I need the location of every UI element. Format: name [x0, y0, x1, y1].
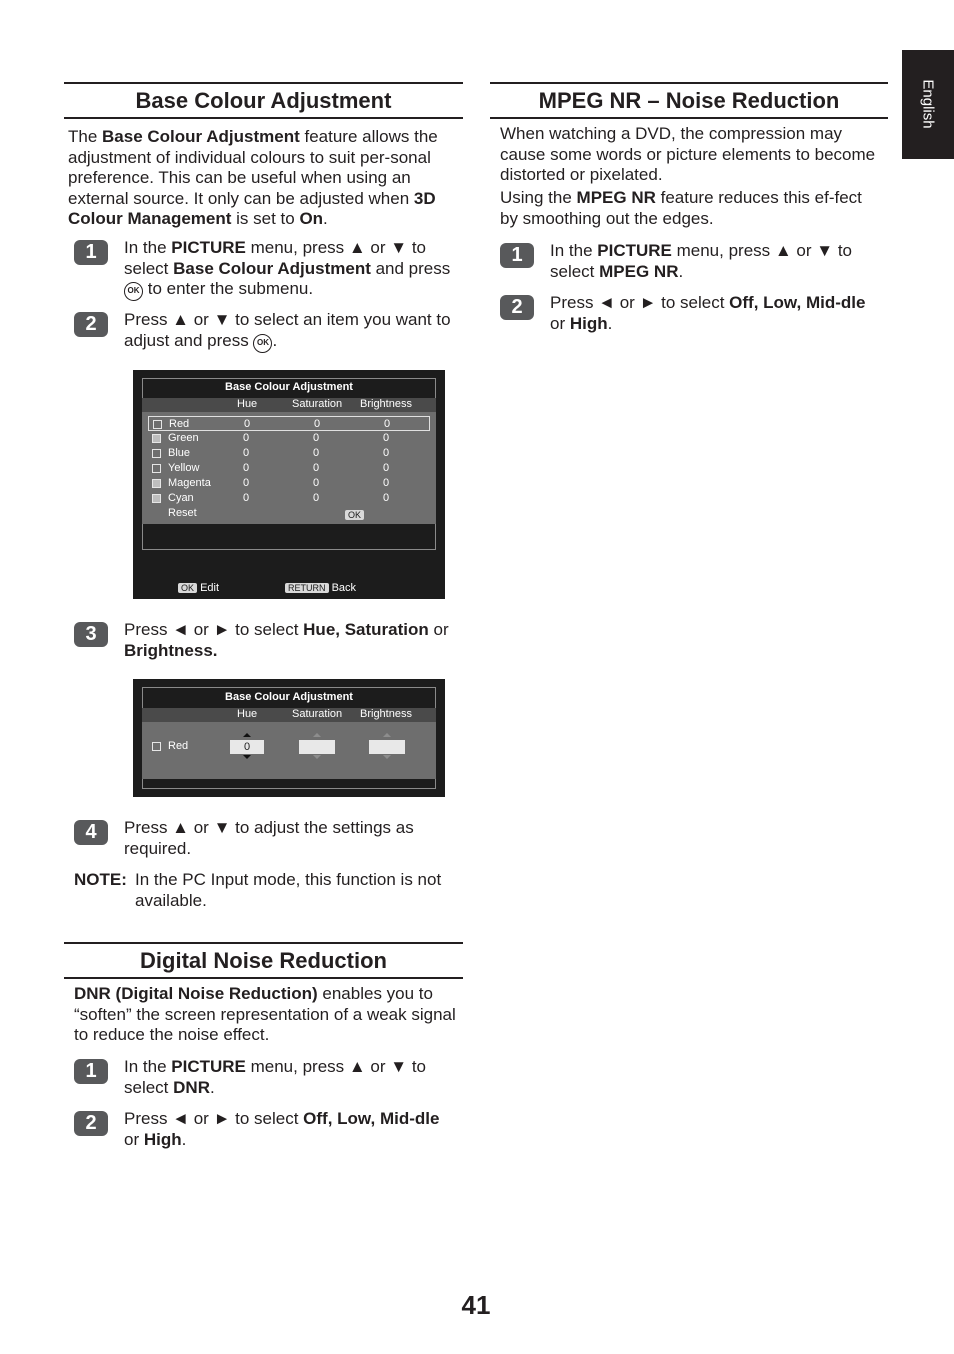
row-label: Red [169, 418, 190, 430]
text-run: menu, press ▲ or ▼ to select [550, 241, 852, 281]
osd-title: Base Colour Adjustment [225, 381, 353, 393]
brightness-value: 0 [383, 432, 390, 444]
saturation-value: 0 [313, 432, 320, 444]
text-run: . [323, 209, 328, 228]
bold-text: DNR [173, 1077, 210, 1097]
step-number: 2 [74, 1111, 108, 1136]
return-key-icon: RETURN [285, 583, 329, 593]
saturation-down-arrow[interactable] [313, 755, 321, 759]
text-run: . [181, 1129, 187, 1149]
row-label: Cyan [168, 492, 194, 504]
text-run: Press ◄ or ► to select [550, 293, 730, 312]
row-label: Red [168, 740, 189, 752]
bold-text: Hue, Saturation [303, 620, 429, 639]
saturation-value: 0 [313, 447, 320, 459]
hue-value: 0 [244, 418, 251, 430]
text-run: Press ◄ or ► to select [124, 620, 304, 639]
brightness-value-box[interactable] [369, 740, 405, 754]
bold-text: High [143, 1129, 182, 1149]
text-run: Press ▲ or ▼ to select an item you want to adjust and press [124, 310, 451, 350]
step-text [124, 310, 458, 353]
text-run: The [68, 127, 103, 146]
step-number: 2 [500, 295, 534, 320]
note-label: NOTE: [74, 870, 127, 889]
reset-row[interactable] [148, 506, 430, 521]
edit-label: Edit [200, 582, 220, 594]
hue-value: 0 [243, 492, 250, 504]
text-run: or [124, 1129, 144, 1149]
hue-value: 0 [243, 447, 250, 459]
ok-key-icon: OK [178, 583, 197, 593]
mpeg-intro-2 [500, 188, 884, 229]
note-text: In the PC Input mode, this function is not available. [135, 870, 442, 910]
language-tab [902, 50, 954, 159]
saturation-value: 0 [314, 418, 321, 430]
step-number: 4 [74, 820, 108, 845]
colour-row-blue[interactable] [148, 446, 430, 461]
back-label: Back [331, 582, 357, 594]
language-label: English [919, 79, 937, 129]
text-run: Press ◄ or ► to select [124, 1109, 304, 1128]
step-text [124, 1057, 458, 1098]
step-text [124, 1109, 458, 1150]
page-number: 41 [461, 1290, 491, 1320]
step-text [124, 238, 458, 301]
text-run: . [678, 261, 684, 281]
osd-adjust-screen [133, 679, 445, 797]
header-brightness: Brightness [360, 398, 412, 410]
step-text [124, 620, 458, 661]
header-saturation: Saturation [292, 398, 343, 410]
brightness-value: 0 [383, 477, 390, 489]
text-run: to enter the submenu. [143, 279, 314, 298]
osd-list [142, 412, 436, 524]
step-number: 1 [74, 1059, 108, 1084]
ok-button-icon: OK [253, 334, 272, 353]
text-run: is set to [231, 209, 300, 228]
bold-text: Base Colour Adjustment [173, 258, 371, 278]
text-run: . [607, 313, 613, 333]
hue-value: 0 [243, 477, 250, 489]
bold-text: PICTURE [171, 1057, 246, 1076]
colour-checkbox [152, 479, 161, 488]
step-number: 3 [74, 622, 108, 647]
bold-text: Base Colour Adjustment [102, 127, 300, 146]
saturation-up-arrow[interactable] [313, 733, 321, 737]
hue-up-arrow[interactable] [243, 733, 251, 737]
text-run: In the [124, 238, 172, 257]
osd-footer-edit [178, 582, 219, 594]
brightness-up-arrow[interactable] [383, 733, 391, 737]
header-saturation: Saturation [292, 708, 343, 720]
saturation-value: 0 [313, 477, 320, 489]
colour-row-yellow[interactable] [148, 461, 430, 476]
bold-text: DNR (Digital Noise Reduction) [74, 984, 318, 1003]
brightness-value: 0 [384, 418, 391, 430]
text-run: or [428, 620, 449, 639]
mpeg-step-1 [500, 241, 884, 282]
brightness-value: 0 [383, 492, 390, 504]
hue-down-arrow[interactable] [243, 755, 251, 759]
base-colour-heading [64, 82, 463, 119]
base-colour-step-3 [74, 620, 458, 661]
colour-row-green[interactable] [148, 431, 430, 446]
reset-ok-button[interactable]: OK [345, 510, 364, 520]
step-number: 1 [500, 243, 534, 268]
text-run: Using the [500, 188, 577, 207]
mpeg-intro-1 [500, 124, 884, 186]
dnr-heading [64, 942, 463, 979]
text-run: menu, press ▲ or ▼ to select [124, 238, 426, 278]
note [74, 870, 458, 911]
hue-value-box[interactable]: 0 [230, 740, 264, 754]
text-run: menu, press ▲ or ▼ to select [124, 1057, 426, 1097]
bold-text: Brightness. [124, 640, 218, 660]
header-brightness: Brightness [360, 708, 412, 720]
text-run: feature allows the adjustment of individual colours to suit per-sonal preference. This can be useful when using an external source. It only can be adjusted when [68, 127, 438, 208]
text-run: enables you to “soften” the screen representation of a weak signal to reduce the noise effect. [74, 984, 456, 1044]
step-number: 2 [74, 312, 108, 337]
colour-checkbox [152, 434, 161, 443]
bold-text: Off, Low, Mid-dle [303, 1109, 440, 1128]
text-run: In the [550, 241, 598, 260]
dnr-intro [74, 984, 458, 1046]
header-hue: Hue [237, 398, 258, 410]
base-colour-step-1 [74, 238, 458, 301]
step-number: 1 [74, 240, 108, 265]
colour-row-magenta[interactable] [148, 476, 430, 491]
bold-text: High [569, 313, 608, 333]
base-colour-step-4 [74, 818, 458, 859]
osd-footer-back [285, 582, 356, 594]
bold-text: On [299, 209, 324, 228]
text-run: . [209, 1077, 215, 1097]
brightness-down-arrow[interactable] [383, 755, 391, 759]
text-run: feature reduces this ef-fect by smoothing out the edges. [500, 188, 862, 228]
osd-column-headers [142, 708, 436, 722]
base-colour-intro [68, 127, 460, 230]
osd-title: Base Colour Adjustment [225, 691, 353, 703]
row-label: Yellow [168, 462, 200, 474]
bold-text: MPEG NR [576, 188, 656, 207]
mpeg-title: MPEG NR – Noise Reduction [538, 87, 840, 113]
base-colour-title: Base Colour Adjustment [135, 87, 392, 113]
dnr-step-1 [74, 1057, 458, 1098]
colour-row-cyan[interactable] [148, 491, 430, 506]
bold-text: 3D Colour Management [68, 188, 436, 228]
osd-menu-list [133, 370, 445, 599]
text-run: In the [124, 1057, 172, 1076]
text-run: and press [370, 258, 451, 278]
hue-value: 0 [243, 462, 250, 474]
saturation-value: 0 [313, 492, 320, 504]
ok-button-icon: OK [124, 282, 143, 301]
osd-column-headers [142, 398, 436, 412]
colour-checkbox [152, 742, 161, 751]
saturation-value-box[interactable] [299, 740, 335, 754]
row-label: Magenta [168, 477, 211, 489]
brightness-value: 0 [383, 462, 390, 474]
mpeg-step-2 [500, 293, 884, 334]
bold-text: MPEG NR [599, 261, 679, 281]
mpeg-heading [490, 82, 888, 119]
text-run: or [550, 313, 570, 333]
hue-value: 0 [243, 432, 250, 444]
bold-text: Off, Low, Mid-dle [729, 293, 866, 312]
row-label: Blue [168, 447, 191, 459]
reset-label: Reset [168, 507, 197, 519]
text-run: . [272, 330, 278, 350]
step-text [550, 293, 884, 334]
text-run: Press ▲ or ▼ to adjust the settings as required. [124, 818, 414, 858]
bold-text: PICTURE [597, 241, 672, 260]
colour-checkbox [152, 464, 161, 473]
colour-checkbox [152, 449, 161, 458]
saturation-value: 0 [313, 462, 320, 474]
dnr-step-2 [74, 1109, 458, 1150]
text-run: When watching a DVD, the compression may cause some words or picture elements to become distorted or pixelated. [500, 124, 876, 184]
bold-text: PICTURE [171, 238, 246, 257]
osd-adjust-body [142, 722, 436, 779]
colour-checkbox [153, 420, 162, 429]
step-text [550, 241, 884, 282]
step-text [124, 818, 458, 859]
colour-row-red[interactable] [148, 416, 430, 431]
colour-checkbox [152, 494, 161, 503]
dnr-title: Digital Noise Reduction [140, 947, 387, 973]
brightness-value: 0 [383, 447, 390, 459]
row-label: Green [168, 432, 199, 444]
base-colour-step-2 [74, 310, 458, 353]
header-hue: Hue [237, 708, 258, 720]
